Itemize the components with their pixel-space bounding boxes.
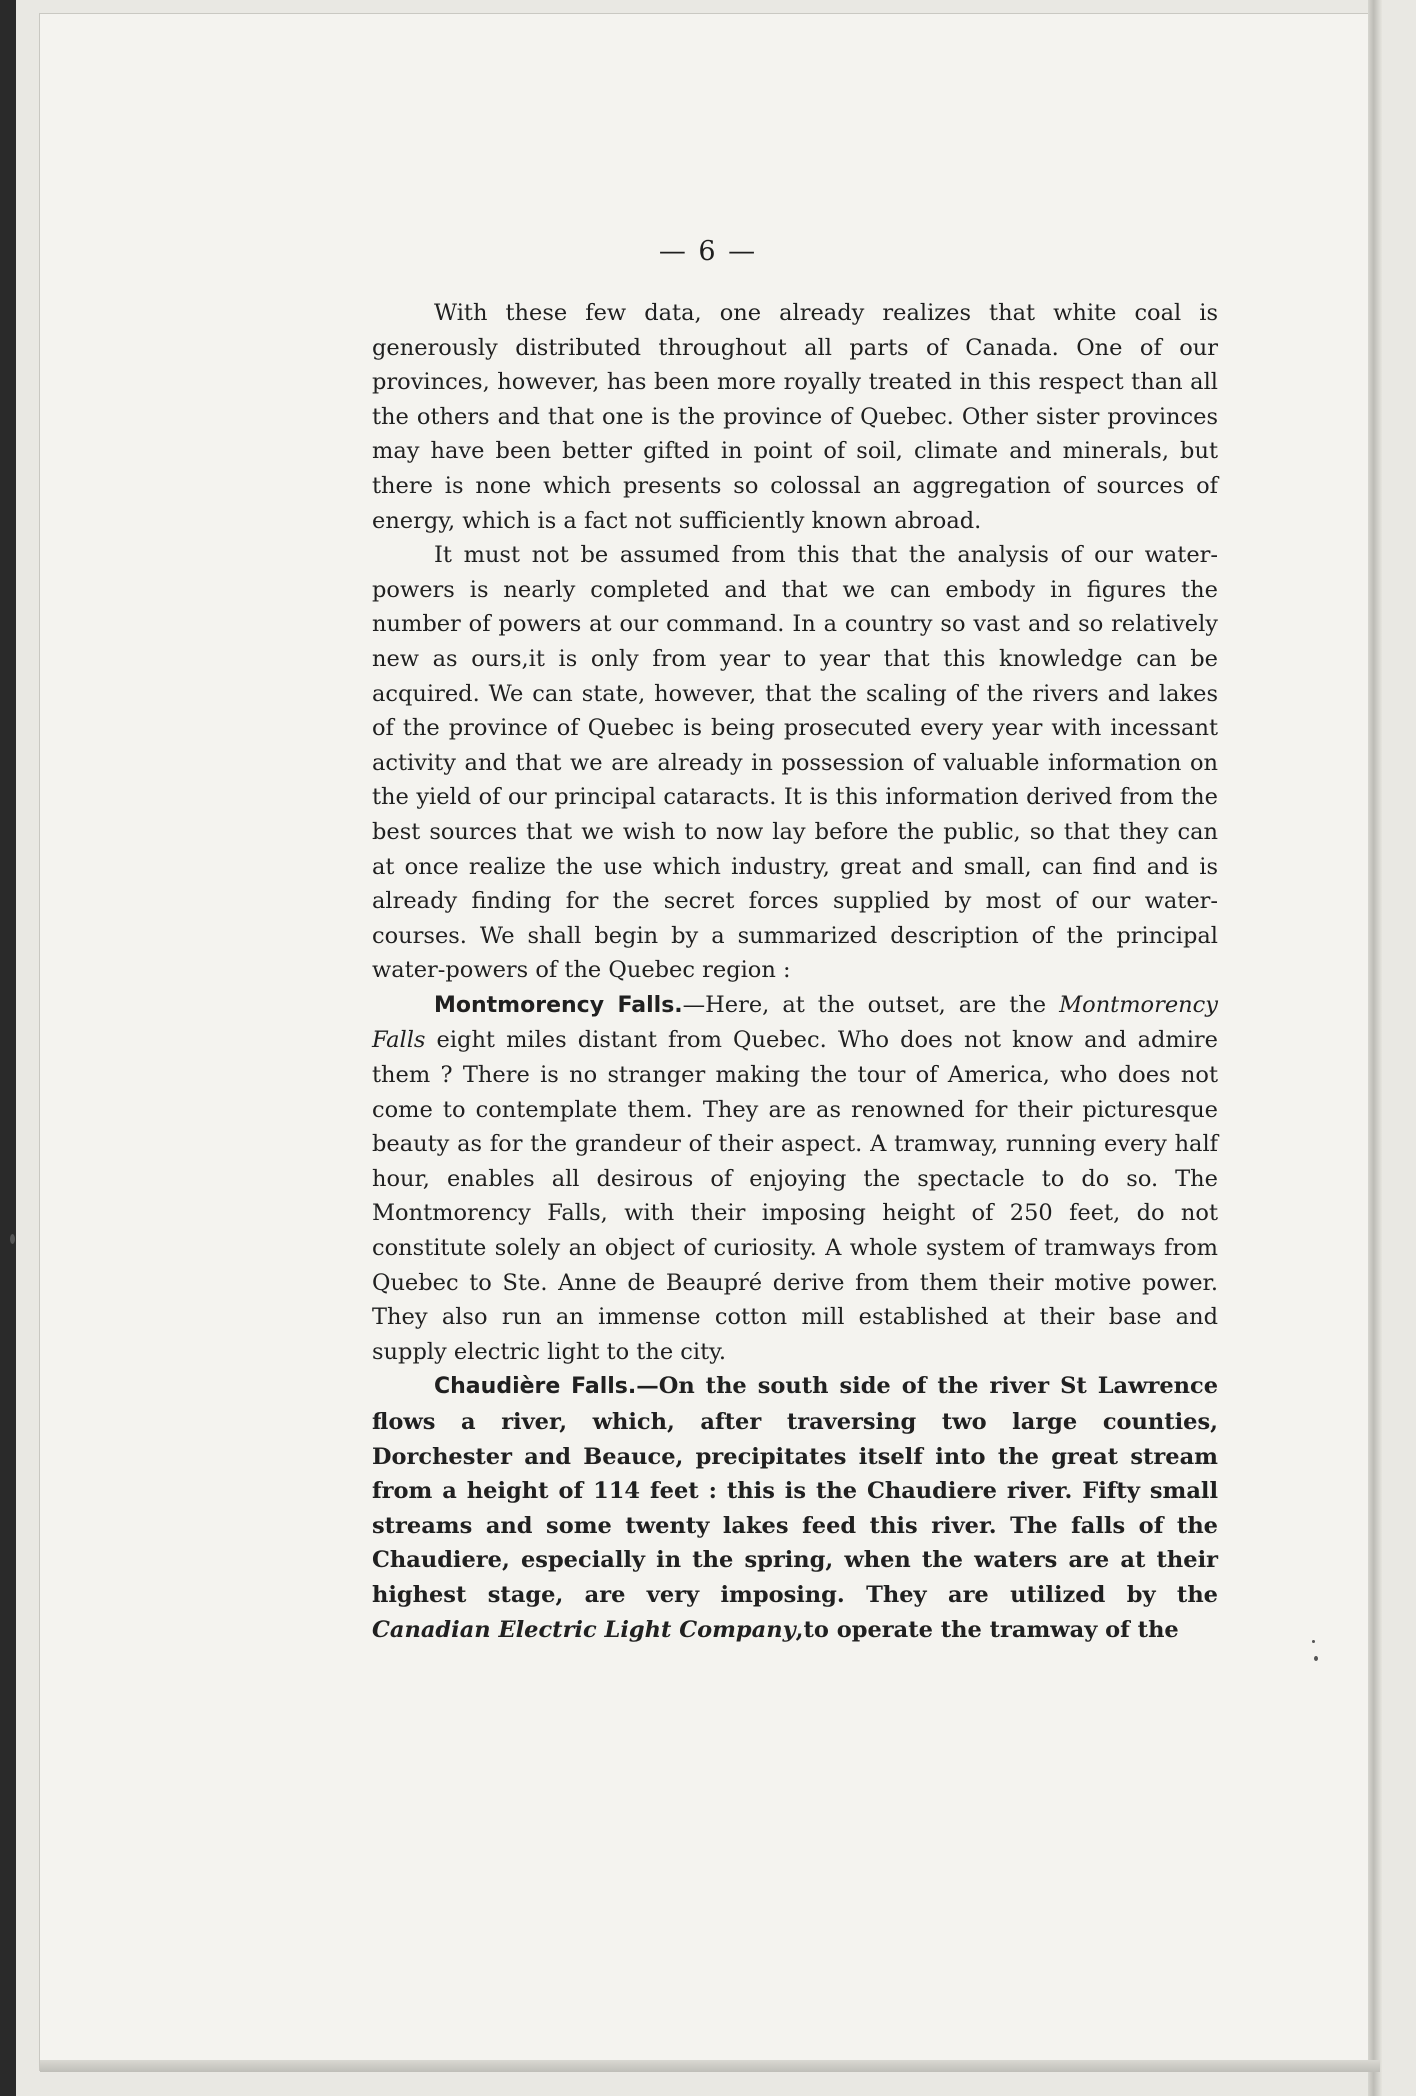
scan-dark-edge (0, 0, 16, 2096)
paragraph-water-powers: It must not be assumed from this that the analysis of our water-powers is nearly completed and that we can embody in figures the number of powers at our command. In a country so vast and so relatively new as ours,it is only from year to year that this knowledge can be acquired. We can state, however, that the scaling of the rivers and lakes of the province of Quebec is being prosecuted every year with incessant activity and that we are already in possession of valuable information on the yield of our principal cataracts. It is this information derived from the best sources that we wish to now lay before the public, so that they can at once realize the use which industry, great and small, can find and is already finding for the secret forces supplied by most of our water- courses. We shall begin by a summarized description of the principal water-powers of the Quebec region : (372, 542, 1218, 984)
paragraph-chaudiere (372, 1369, 1218, 1647)
paragraph-text: —On the south side of the river St Lawrence flows a river, which, after traversing two large counties, Dorchester and Beauce, precipitates itself into the great stream from a height of 114 feet : this is the Chaudiere river. Fifty small streams and some twenty lakes feed this river. The falls of the Chaudiere, especially in the spring, when the waters are at their highest stage, are very imposing. They are utilized by the (372, 1373, 1219, 1608)
paragraph-lead: —Here, at the outset, are the (682, 991, 1060, 1018)
scan-speck (1312, 1640, 1315, 1643)
paragraph-montmorency (372, 988, 1218, 1370)
page-number: — 6 — (658, 236, 758, 267)
italic-term: Montmorency Falls (372, 991, 1218, 1054)
italic-term: Canadian Electric Light Company (372, 1616, 796, 1643)
section-heading-montmorency: Montmorency Falls. (434, 992, 683, 1018)
scan-speck (1314, 1656, 1318, 1661)
paragraph-white-coal: With these few data, one already realizes that white coal is generously distributed throughout all parts of Canada. One of our provinces, however, has been more royally treated in this respect than all the others and that one is the province of Quebec. Other sister provinces may have been better gifted in point of soil, climate and minerals, but there is none which presents so colossal an aggregation of sources of energy, which is a fact not sufficiently known abroad. (372, 300, 1218, 534)
section-heading-chaudiere: Chaudière Falls. (434, 1374, 637, 1400)
page-bottom-fold (40, 2060, 1380, 2072)
page-right-fold (1368, 0, 1382, 2096)
body-text (372, 296, 1218, 1647)
paragraph-tail: ,to operate the tramway of the (795, 1616, 1179, 1643)
paragraph-text: eight miles distant from Quebec. Who does not know and admire them ? There is no stranger making the tour of America, who does not come to contemplate them. They are as renowned for their picturesque beauty as for the grandeur of their aspect. A tramway, running every half hour, enables all desirous of enjoying the spectacle to do so. The Montmorency Falls, with their imposing height of 250 feet, do not constitute solely an object of curiosity. A whole system of tramways from Quebec to Ste. Anne de Beaupré derive from them their motive power. They also run an immense cotton mill established at their base and supply electric light to the city. (372, 1027, 1218, 1365)
scan-speck (10, 1234, 15, 1244)
